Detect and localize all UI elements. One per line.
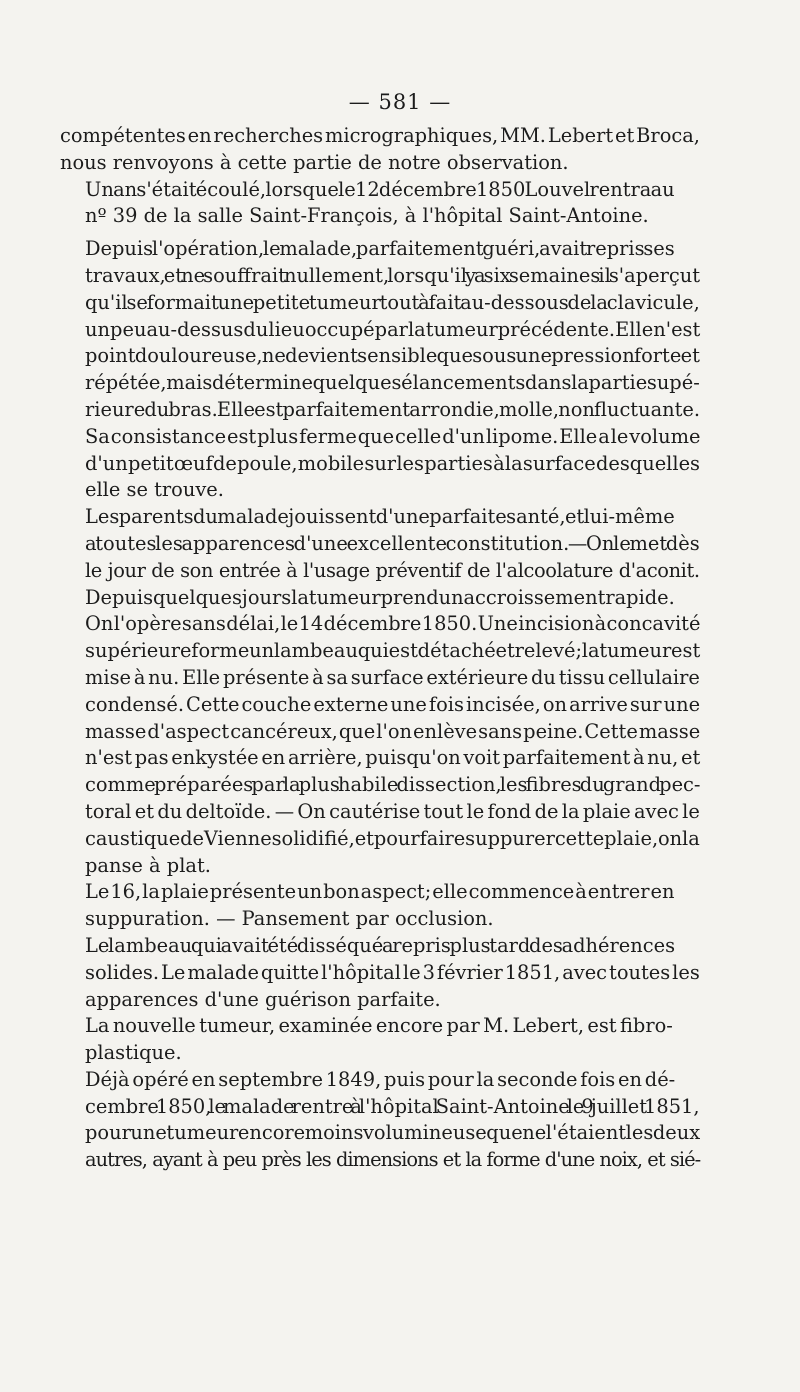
text-line: solides. Le malade quitte l'hôpital le 3 février 1851, avec toutes les — [85, 960, 700, 984]
paragraph — [60, 1067, 700, 1174]
paragraph — [60, 879, 700, 933]
text-line: a toutes les apparences d'une excellente constitution. — On le met dès — [85, 531, 700, 555]
paragraph — [60, 933, 700, 1013]
text-line: Depuis quelques jours la tumeur prend un accroissement rapide. — [85, 585, 675, 609]
text-line: cembre 1850, le malade rentre à l'hôpital Saint-Antoine le 9 juillet 1851, — [85, 1094, 700, 1118]
paragraph — [60, 177, 700, 231]
text-line: Le 16, la plaie présente un bon aspect; elle commence à entrer en — [85, 880, 675, 904]
text-line: condensé. Cette couche externe une fois incisée, on arrive sur une — [85, 692, 701, 716]
text-line: qu'il se formait une petite tumeur tout à fait au-dessous de la clavicule, — [85, 290, 700, 314]
paragraph — [60, 123, 700, 177]
text-line: apparences d'une guérison parfaite. — [85, 987, 441, 1011]
text-line: n'est pas enkystée en arrière, puisqu'on voit parfaitement à nu, et — [85, 746, 701, 770]
text-line: travaux, et ne souffrait nullement, lorsqu'il y a six semaines il s'aperçut — [85, 263, 700, 287]
text-line: Le lambeau qui avait été disséqué a repris plus tard des adhérences — [85, 933, 676, 957]
text-line: Depuis l'opération, le malade, parfaitement guéri, avait repris ses — [85, 237, 675, 261]
paragraph — [60, 236, 700, 504]
text-line: comme préparées par la plus habile dissection, les fibres du grand pec- — [85, 773, 701, 797]
text-line: plastique. — [85, 1041, 182, 1065]
text-line: suppuration. — Pansement par occlusion. — [85, 907, 494, 931]
text-line: On l'opère sans délai, le 14 décembre 1850. Une incision à concavité — [85, 612, 701, 636]
text-line: nº 39 de la salle Saint-François, à l'hôpital Saint-Antoine. — [85, 204, 649, 228]
text-line: La nouvelle tumeur, examinée encore par M. Lebert, est fibro- — [85, 1014, 673, 1038]
text-line: un peu au-dessus du lieu occupé par la tumeur précédente. Elle n'est — [85, 317, 701, 341]
text-line: masse d'aspect cancéreux, que l'on enlève sans peine. Cette masse — [85, 719, 701, 743]
text-line: Un an s'était écoulé, lorsque le 12 décembre 1850 Louvel rentra au — [85, 177, 675, 201]
text-line: autres, ayant à peu près les dimensions et la forme d'une noix, et sié- — [85, 1148, 701, 1172]
text-line: Les parents du malade jouissent d'une parfaite santé, et lui-même — [85, 505, 675, 529]
text-line: rieure du bras. Elle est parfaitement arrondie, molle, non fluctuante. — [85, 397, 701, 421]
page-number: — 581 — — [348, 90, 452, 114]
text-line: d'un petit œuf de poule, mobile sur les parties à la surface desquelles — [85, 451, 701, 475]
body-text — [60, 123, 700, 1174]
text-line: supérieure forme un lambeau qui est détaché et relevé; la tumeur est — [85, 639, 701, 663]
text-line: elle se trouve. — [85, 478, 224, 502]
paragraph — [60, 504, 700, 584]
text-line: compétentes en recherches micrographiques, MM. Lebert et Broca, — [60, 124, 700, 147]
text-line: caustique de Vienne solidifié, et pour faire suppurer cette plaie, on la — [85, 826, 700, 850]
text-line: mise à nu. Elle présente à sa surface extérieure du tissu cellulaire — [85, 665, 700, 689]
paragraph — [60, 1013, 700, 1067]
text-line: point douloureuse, ne devient sensible que sous une pression forte et — [85, 344, 700, 368]
text-line: nous renvoyons à cette partie de notre observation. — [60, 150, 569, 174]
text-line: pour une tumeur encore moins volumineuse que ne l'étaient les deux — [85, 1121, 701, 1145]
text-line: Sa consistance est plus ferme que celle d'un lipome. Elle a le volume — [85, 424, 701, 448]
text-line: panse à plat. — [85, 853, 211, 877]
text-line: Déjà opéré en septembre 1849, puis pour la seconde fois en dé- — [85, 1067, 676, 1091]
text-line: toral et du deltoïde. — On cautérise tout le fond de la plaie avec le — [85, 799, 700, 823]
paragraph — [60, 585, 700, 880]
text-line: le jour de son entrée à l'usage préventif de l'alcoolature d'aconit. — [85, 558, 700, 582]
text-line: répétée, mais détermine quelques élancements dans la partie supé- — [85, 371, 700, 395]
